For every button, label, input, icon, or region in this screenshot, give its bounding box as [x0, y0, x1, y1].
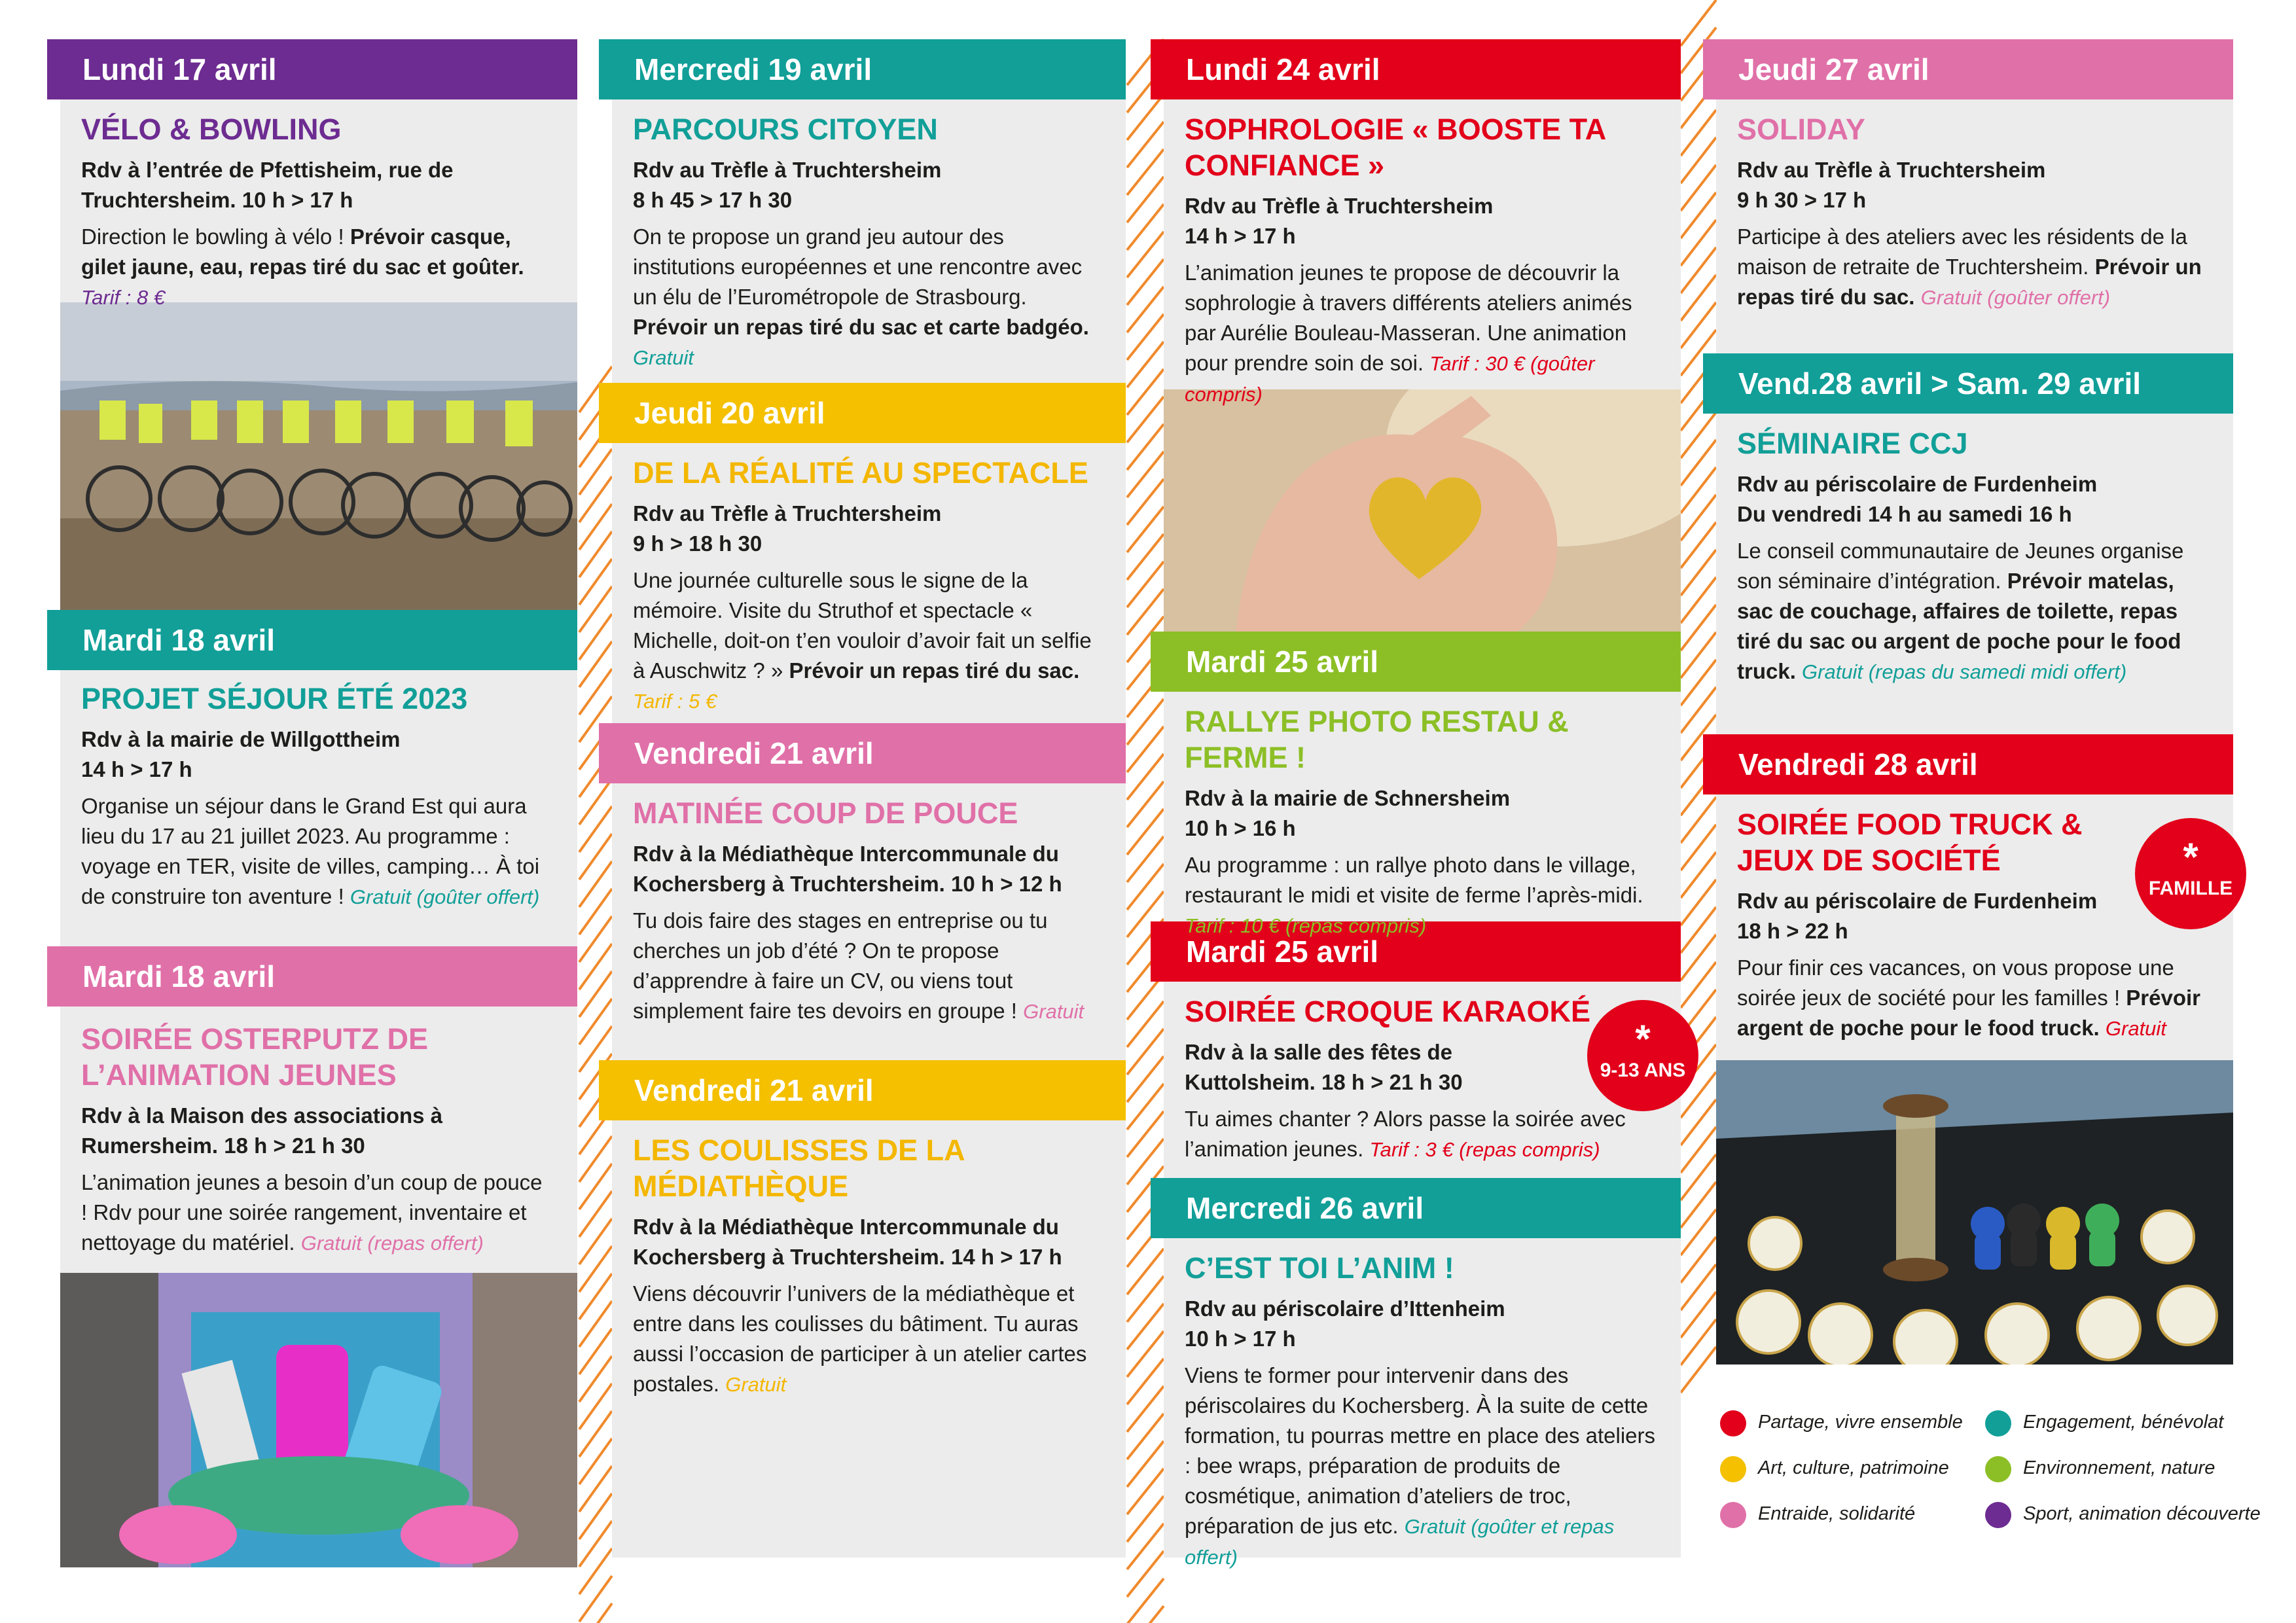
stripe-line — [579, 1356, 612, 1402]
event-time: 14 h > 17 h — [1185, 224, 1296, 248]
event-title: RALLYE PHOTO RESTAU & FERME ! — [1185, 705, 1569, 774]
stripe-line — [1127, 1111, 1164, 1157]
stripe-line — [1127, 1001, 1164, 1047]
stripe-line — [1681, 440, 1716, 486]
stripe-line — [1681, 1182, 1716, 1228]
stripe-line — [1127, 314, 1164, 360]
event-time: 10 h > 17 h — [1185, 1327, 1296, 1351]
event-description: Tu aimes chanter ? Alors passe la soirée avec l’animation jeunes. Tarif : 3 € (repas compris) — [1185, 1107, 1626, 1161]
event-sophrologie — [1185, 111, 1656, 410]
day-header: Vend.28 avril > Sam. 29 avril — [1703, 353, 2233, 414]
stripe-line — [1127, 754, 1164, 800]
stripe-line — [579, 531, 612, 577]
stripe-line — [1681, 632, 1716, 678]
stripe-line — [579, 1411, 612, 1457]
stripe-line — [1681, 1099, 1716, 1145]
event-cest-toi-lanim — [1185, 1250, 1656, 1573]
stripe-line — [1681, 302, 1716, 348]
event-time: 10 h > 16 h — [1185, 816, 1296, 840]
stripe-line — [1127, 534, 1164, 580]
event-description: L’animation jeunes te propose de découvrir la sophrologie à travers différents ateliers animés par Aurélie Bouleau-Masseran. Une animation pour prendre soin de soi. Tarif : 30 € (goûter compris) — [1185, 260, 1632, 406]
stripe-line — [1681, 1292, 1716, 1338]
stripe-line — [1127, 589, 1164, 635]
legend-label: Entraide, solidarité — [1758, 1503, 1916, 1524]
stripe-line — [579, 1493, 612, 1539]
legend-dot — [1720, 1410, 1746, 1436]
stripe-line — [579, 1383, 612, 1429]
day-header: Lundi 24 avril — [1151, 39, 1681, 99]
stripe-line — [1681, 165, 1716, 211]
event-title: DE LA RÉALITÉ AU SPECTACLE — [633, 456, 1088, 490]
event-description: On te propose un grand jeu autour des institutions européennes et une rencontre avec un élu de l’Eurométropole de Strasbourg. Prévoir un repas tiré du sac et carte badgéo. Gratuit — [633, 224, 1089, 369]
event-description: Viens te former pour intervenir dans des périscolaires du Kochersberg. À la suite de cette formation, tu pourras mettre en place des ateliers : bee wraps, préparation de produits de cosmétique, animation d’ateliers de troc, préparation de jus etc. Gratuit (goûter et repas offert) — [1185, 1363, 1656, 1569]
day-header: Jeudi 27 avril — [1703, 39, 2233, 99]
event-description: Le conseil communautaire de Jeunes organise son séminaire d’intégration. Prévoir matelas, sac de couchage, affaires de toilette, repas tiré du sac ou argent de poche pour le food truck. Gratuit (repas du samedi midi offert) — [1737, 539, 2184, 683]
stripe-line — [1681, 825, 1716, 870]
event-title: PROJET SÉJOUR ÉTÉ 2023 — [81, 682, 468, 715]
day-header: Mercredi 26 avril — [1151, 1178, 1681, 1238]
event-description: Une journée culturelle sous le signe de la mémoire. Visite du Struthof et spectacle « Michelle, doit-on t’en vouloir d’avoir fait un selfie à Auschwitz ? » Prévoir un repas tiré du sac. Tarif : 5 € — [633, 568, 1092, 713]
legend-dot — [1985, 1456, 2011, 1482]
event-title: SOIRÉE FOOD TRUCK & JEUX DE SOCIÉTÉ — [1737, 808, 2083, 877]
event-description: L’animation jeunes a besoin d’un coup de pouce ! Rdv pour une soirée rangement, inventaire et nettoyage du matériel. Gratuit (repas offert) — [81, 1170, 543, 1255]
stripe-line — [1127, 424, 1164, 470]
stripe-line — [579, 971, 612, 1017]
event-croque-karaoke — [1185, 993, 1656, 1165]
age-badge: * 9-13 ANS — [1587, 1000, 1698, 1111]
stripe-line — [579, 1548, 612, 1594]
stripe-line — [579, 1576, 612, 1622]
stripe-line — [1127, 1551, 1164, 1597]
stripe-line — [1681, 220, 1716, 266]
stripe-line — [579, 559, 612, 605]
legend-dot — [1720, 1502, 1746, 1528]
day-header: Vendredi 28 avril — [1703, 734, 2233, 794]
stripe-line — [1127, 1249, 1164, 1294]
stripe-line — [579, 1274, 612, 1319]
stripe-line — [579, 476, 612, 522]
event-rallye-photo — [1185, 704, 1656, 941]
cyclists-photo — [60, 302, 577, 610]
stripe-line — [1681, 467, 1716, 513]
stripe-line — [1127, 1524, 1164, 1569]
stripe-line — [1681, 1237, 1716, 1283]
event-description: Pour finir ces vacances, on vous propose une soirée jeux de société pour les familles ! Prévoir argent de poche pour le food truck. Gratuit — [1737, 955, 2201, 1040]
event-location: Rdv au périscolaire d’Ittenheim — [1185, 1296, 1505, 1321]
stripe-line — [1127, 1578, 1164, 1623]
stripe-line — [579, 861, 612, 907]
stripe-line — [579, 1438, 612, 1484]
stripe-line — [579, 1246, 612, 1292]
event-description: Au programme : un rallye photo dans le village, restaurant le midi et visite de ferme l’après-midi. Tarif : 10 € (repas compris) — [1185, 853, 1643, 937]
legend-label: Environnement, nature — [2023, 1457, 2215, 1478]
stripe-line — [1127, 204, 1164, 250]
stripe-line — [579, 1466, 612, 1512]
stripe-line — [579, 889, 612, 935]
stripe-line — [1127, 452, 1164, 497]
stripe-line — [1681, 880, 1716, 925]
stripe-line — [1127, 809, 1164, 855]
stripe-line — [579, 614, 612, 660]
legend-label: Engagement, bénévolat — [2023, 1412, 2224, 1433]
event-description: Viens découvrir l’univers de la médiathèque et entre dans les coulisses du bâtiment. Tu auras aussi l’occasion de participer à un atelier cartes postales. Gratuit — [633, 1281, 1087, 1396]
legend-dot — [1985, 1410, 2011, 1436]
event-description: Direction le bowling à vélo ! Prévoir casque, gilet jaune, eau, repas tiré du sac et goûter. Tarif : 8 € — [81, 224, 524, 309]
event-location: Rdv à la Médiathèque Intercommunale du Kochersberg à Truchtersheim. 10 h > 12 h — [633, 842, 1062, 896]
event-velo-bowling — [81, 111, 552, 313]
event-description: Organise un séjour dans le Grand Est qui aura lieu du 17 au 21 juillet 2023. Au programme : voyage en TER, visite de villes, camping… À toi de construire ton aventure ! Gratuit (goûter offert) — [81, 794, 540, 908]
stripe-line — [1127, 1084, 1164, 1130]
event-location: Rdv à l’entrée de Pfettisheim, rue de Truchtersheim. 10 h > 17 h — [81, 158, 454, 212]
event-time: 9 h 30 > 17 h — [1737, 188, 1867, 212]
stripe-line — [1127, 1414, 1164, 1459]
event-time: 8 h 45 > 17 h 30 — [633, 188, 793, 212]
stripe-line — [579, 1136, 612, 1182]
stripe-line — [579, 1191, 612, 1237]
stripe-line — [579, 1329, 612, 1374]
event-location: Rdv au périscolaire de Furdenheim — [1737, 889, 2098, 913]
event-title: PARCOURS CITOYEN — [633, 113, 938, 146]
stripe-line — [1681, 577, 1716, 623]
stripe-line — [1681, 1209, 1716, 1255]
board-game-photo — [1716, 1060, 2233, 1364]
stripe-line — [1127, 259, 1164, 305]
stripe-line — [1681, 687, 1716, 733]
legend-dot — [1985, 1502, 2011, 1528]
stripe-line — [1681, 852, 1716, 898]
stripe-line — [579, 504, 612, 550]
event-time: 18 h > 22 h — [1737, 919, 1848, 943]
legend-label: Art, culture, patrimoine — [1758, 1457, 1949, 1478]
event-location: Rdv à la mairie de Schnersheim — [1185, 786, 1511, 810]
stripe-line — [579, 806, 612, 852]
stripe-line — [1681, 495, 1716, 541]
stripe-line — [1681, 1319, 1716, 1365]
stripe-line — [1681, 192, 1716, 238]
day-header: Mercredi 19 avril — [599, 39, 1126, 99]
stripe-line — [1681, 797, 1716, 843]
event-location: Rdv au Trèfle à Truchtersheim — [1737, 158, 2046, 182]
stripe-line — [579, 1219, 612, 1264]
stripe-line — [1127, 232, 1164, 277]
stripe-line — [1681, 1347, 1716, 1393]
stripe-line — [1127, 836, 1164, 882]
event-location: Rdv au Trèfle à Truchtersheim — [633, 501, 942, 526]
stripe-line — [1681, 660, 1716, 705]
legend-label: Partage, vivre ensemble — [1758, 1412, 1963, 1433]
event-title: SOPHROLOGIE « BOOSTE TA CONFIANCE » — [1185, 113, 1605, 182]
stripe-line — [1127, 781, 1164, 827]
stripe-line — [579, 916, 612, 962]
stripe-line — [1127, 342, 1164, 387]
famille-badge: * FAMILLE — [2135, 818, 2246, 929]
event-seminaire-ccj — [1737, 425, 2208, 687]
event-coulisses-mediatheque — [633, 1132, 1104, 1400]
event-title: C’EST TOI L’ANIM ! — [1185, 1251, 1454, 1285]
stripe-line — [1127, 1359, 1164, 1404]
stripe-line — [1127, 1469, 1164, 1514]
stripe-line — [1127, 1056, 1164, 1102]
event-title: LES COULISSES DE LA MÉDIATHÈQUE — [633, 1133, 964, 1203]
legend-label: Sport, animation découverte — [2023, 1503, 2261, 1524]
day-header: Jeudi 20 avril — [599, 383, 1126, 443]
event-location: Rdv au Trèfle à Truchtersheim — [1185, 194, 1494, 218]
stripe-line — [1681, 247, 1716, 293]
legend-dot — [1720, 1456, 1746, 1482]
event-time: Du vendredi 14 h au samedi 16 h — [1737, 502, 2072, 526]
stripe-line — [1681, 935, 1716, 980]
stripe-line — [1681, 550, 1716, 596]
stripe-line — [1681, 137, 1716, 183]
day-header: Vendredi 21 avril — [599, 1060, 1126, 1120]
stripe-line — [1127, 94, 1164, 140]
event-description: Tu dois faire des stages en entreprise ou tu cherches un job d’été ? On te propose d’apprendre à faire un CV, ou viens tout simplement faire tes devoirs en groupe ! Gratuit — [633, 908, 1085, 1023]
stripe-line — [579, 779, 612, 825]
stripe-line — [1127, 1496, 1164, 1542]
event-location: Rdv au périscolaire de Furdenheim — [1737, 472, 2098, 496]
stripe-line — [1681, 1154, 1716, 1200]
event-title: VÉLO & BOWLING — [81, 113, 342, 146]
stripe-line — [579, 1164, 612, 1209]
stripe-line — [1127, 1331, 1164, 1377]
stripe-line — [1127, 1029, 1164, 1075]
event-title: SÉMINAIRE CCJ — [1737, 427, 1968, 460]
day-header: Mardi 25 avril — [1151, 921, 1681, 982]
day-header: Mardi 18 avril — [47, 946, 577, 1007]
stripe-line — [1127, 479, 1164, 525]
theme-legend — [1720, 1410, 2261, 1541]
stripe-line — [1127, 149, 1164, 195]
event-matinee-coup-de-pouce — [633, 795, 1104, 1027]
stripe-line — [1681, 522, 1716, 568]
stripe-line — [1127, 726, 1164, 772]
stripe-line — [1127, 1386, 1164, 1432]
stripe-line — [579, 1521, 612, 1567]
event-location: Rdv à la salle des fêtes de Kuttolsheim. 18 h > 21 h 30 — [1185, 1040, 1463, 1094]
event-time: 9 h > 18 h 30 — [633, 531, 762, 556]
stripe-line — [579, 586, 612, 632]
event-title: SOIRÉE OSTERPUTZ DE L’ANIMATION JEUNES — [81, 1022, 429, 1092]
day-header: Vendredi 21 avril — [599, 723, 1126, 783]
stripe-line — [1127, 864, 1164, 910]
stripe-line — [579, 999, 612, 1044]
stripe-line — [579, 944, 612, 990]
stripe-line — [1681, 1127, 1716, 1173]
event-location: Rdv à la Médiathèque Intercommunale du Kochersberg à Truchtersheim. 14 h > 17 h — [633, 1215, 1062, 1269]
event-parcours-citoyen — [633, 111, 1104, 373]
stripe-line — [1127, 369, 1164, 415]
stripe-line — [579, 1301, 612, 1347]
stripe-line — [1681, 907, 1716, 953]
event-title: SOLIDAY — [1737, 113, 1865, 146]
stripe-line — [579, 669, 612, 715]
stripe-line — [1681, 412, 1716, 458]
day-header: Mardi 18 avril — [47, 610, 577, 670]
stripe-line — [1127, 1304, 1164, 1349]
stripe-line — [1127, 507, 1164, 552]
stripe-line — [1127, 1276, 1164, 1322]
stripe-line — [1127, 397, 1164, 442]
stripe-line — [1127, 699, 1164, 745]
event-title: MATINÉE COUP DE POUCE — [633, 796, 1018, 830]
event-title: SOIRÉE CROQUE KARAOKÉ — [1185, 995, 1591, 1028]
stripe-line — [1127, 1606, 1164, 1623]
stripe-line — [1127, 562, 1164, 607]
stripe-line — [579, 449, 612, 495]
event-soliday — [1737, 111, 2208, 313]
event-location: Rdv à la Maison des associations à Rumersheim. 18 h > 21 h 30 — [81, 1103, 443, 1158]
stripe-line — [1681, 1264, 1716, 1310]
stripe-line — [1127, 177, 1164, 223]
stripe-line — [1681, 605, 1716, 651]
event-description: Participe à des ateliers avec les résidents de la maison de retraite de Truchtersheim. Prévoir un repas tiré du sac. Gratuit (goûter offert) — [1737, 224, 2202, 309]
stripe-line — [579, 641, 612, 687]
event-soiree-osterputz — [81, 1021, 552, 1258]
stripe-line — [1681, 962, 1716, 1008]
day-header: Mardi 25 avril — [1151, 632, 1681, 692]
stripe-line — [1681, 110, 1716, 156]
stripe-line — [1681, 275, 1716, 321]
event-location: Rdv au Trèfle à Truchtersheim — [633, 158, 942, 182]
golden-heart-hand-photo — [1164, 389, 1681, 632]
event-realite-spectacle — [633, 455, 1104, 717]
stripe-line — [1127, 1441, 1164, 1487]
event-location: Rdv à la mairie de Willgottheim — [81, 727, 401, 751]
cleaning-products-photo — [60, 1273, 577, 1567]
event-time: 14 h > 17 h — [81, 757, 192, 781]
event-projet-sejour — [81, 681, 552, 912]
stripe-line — [1127, 287, 1164, 332]
stripe-line — [1127, 122, 1164, 168]
day-header: Lundi 17 avril — [47, 39, 577, 99]
stripe-line — [579, 834, 612, 880]
